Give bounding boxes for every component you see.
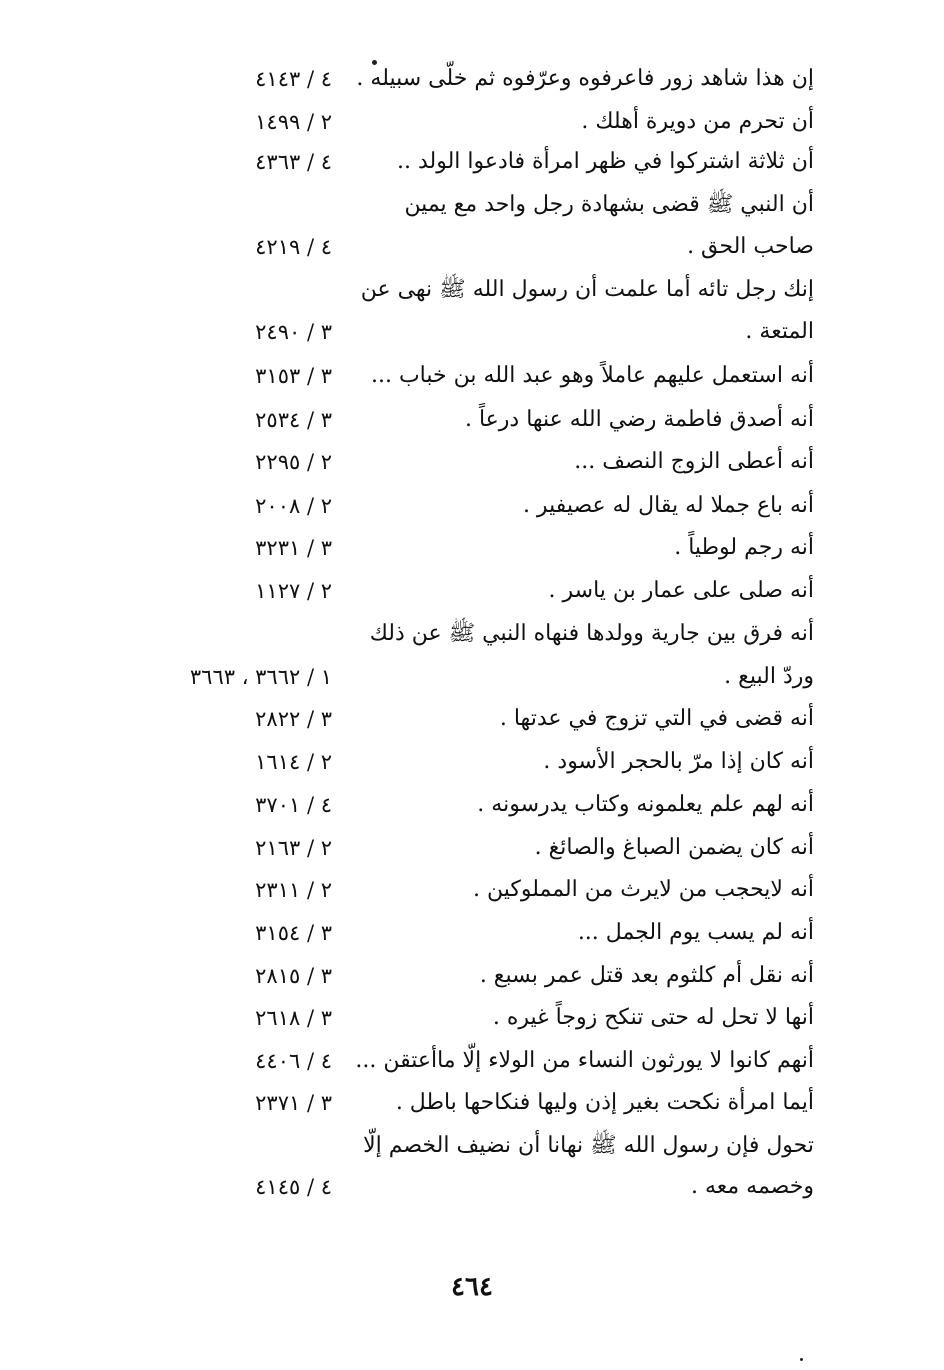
entry-text: أن ثلاثة اشتركوا في ظهر امرأة فادعوا الولد ..: [396, 149, 814, 174]
entry-reference: ٣ / ٢٦١٨: [255, 1006, 332, 1030]
index-entry: [0, 997, 944, 1039]
index-entry: [0, 1125, 944, 1167]
index-entry: [0, 1082, 944, 1124]
index-entry: [0, 570, 944, 612]
index-entry: [0, 869, 944, 911]
entry-reference: ٤ / ٣٧٠١: [255, 793, 332, 817]
entry-reference: ٢ / ١٤٩٩: [255, 110, 332, 134]
entry-text: أنه أعطى الزوج النصف ...: [574, 449, 814, 474]
entry-reference: ٤ / ٤٢١٩: [255, 235, 332, 259]
entry-reference: ٢ / ٢١٦٣: [255, 836, 332, 860]
entry-text: أنه رجم لوطياً .: [674, 535, 814, 560]
entry-text: أنه لايحجب من لايرث من المملوكين .: [473, 877, 814, 902]
entry-text: أنه فرق بين جارية وولدها فنهاه النبي ﷺ عن ذلك: [369, 621, 814, 646]
entry-text: وخصمه معه .: [691, 1174, 814, 1199]
entry-reference: ١ / ٣٦٦٢ ، ٣٦٦٣: [189, 665, 332, 689]
index-entry: [0, 912, 944, 954]
entry-text: أنه قضى في التي تزوج في عدتها .: [499, 706, 814, 731]
entry-text: صاحب الحق .: [687, 234, 814, 259]
entry-text: أن النبي ﷺ قضى بشهادة رجل واحد مع يمين: [404, 192, 814, 217]
entry-reference: ٣ / ٣١٥٤: [255, 921, 332, 945]
entry-reference: ٢ / ٢٠٠٨: [255, 494, 332, 518]
index-entry: [0, 441, 944, 483]
entry-reference: ٤ / ٤٤٠٦: [255, 1049, 332, 1073]
entry-reference: ٤ / ٤١٤٥: [255, 1175, 332, 1199]
entry-text: المتعة .: [745, 319, 814, 344]
index-entry: [0, 226, 944, 268]
entry-text: أنهم كانوا لا يورثون النساء من الولاء إلّا ماأعتقن ...: [355, 1048, 814, 1073]
entry-reference: ٢ / ٢٣١١: [255, 878, 332, 902]
index-entry: [0, 1040, 944, 1082]
index-entry: [0, 141, 944, 183]
index-entry: [0, 698, 944, 740]
index-entry: [0, 527, 944, 569]
entry-text: أنه أصدق فاطمة رضي الله عنها درعاً .: [464, 407, 814, 432]
entry-text: أنه باع جملا له يقال له عصيفير .: [522, 493, 814, 518]
entry-reference: ٤ / ٤١٤٣: [255, 67, 332, 91]
entry-reference: ٣ / ٢٤٩٠: [255, 320, 332, 344]
index-entry: [0, 955, 944, 997]
index-entry: [0, 311, 944, 353]
index-entry: [0, 656, 944, 698]
scan-speck: [800, 1358, 803, 1361]
entry-text: تحول فإن رسول الله ﷺ نهانا أن نضيف الخصم إلّا: [363, 1133, 814, 1158]
entry-text: أنه كان إذا مرّ بالحجر الأسود .: [543, 749, 814, 774]
entry-text: أنها لا تحل له حتى تنكح زوجاً غيره .: [492, 1005, 814, 1030]
index-entry: [0, 184, 944, 226]
entry-text: أنه كان يضمن الصباغ والصائغ .: [534, 835, 814, 860]
entry-text: أنه لم يسب يوم الجمل ...: [577, 920, 814, 945]
entry-text: أنه صلى على عمار بن ياسر .: [548, 578, 814, 603]
entry-reference: ٣ / ٢٣٧١: [255, 1091, 332, 1115]
entry-reference: ٢ / ١٦١٤: [255, 750, 332, 774]
entry-text: أيما امرأة نكحت بغير إذن وليها فنكاحها باطل .: [395, 1090, 814, 1115]
scan-speck: [372, 60, 377, 65]
entry-text: إن هذا شاهد زور فاعرفوه وعرّفوه ثم خلّى سبيله .: [356, 66, 814, 91]
index-entry: [0, 485, 944, 527]
entry-reference: ٣ / ٢٥٣٤: [255, 408, 332, 432]
index-entry: [0, 1166, 944, 1208]
index-entry: [0, 269, 944, 311]
index-entry: [0, 399, 944, 441]
entry-reference: ٣ / ٣١٥٣: [255, 364, 332, 388]
entry-reference: ٣ / ٢٨١٥: [255, 964, 332, 988]
entry-text: أنه استعمل عليهم عاملاً وهو عبد الله بن خباب ...: [370, 363, 814, 388]
index-entry: [0, 355, 944, 397]
index-entry: [0, 613, 944, 655]
entry-reference: ٢ / ٢٢٩٥: [255, 450, 332, 474]
page-number: ٤٦٤: [451, 1272, 493, 1302]
index-entry: [0, 784, 944, 826]
entry-text: وردّ البيع .: [724, 664, 814, 689]
entry-reference: ٣ / ٢٨٢٢: [255, 707, 332, 731]
index-entry: [0, 827, 944, 869]
entry-reference: ٤ / ٤٣٦٣: [255, 150, 332, 174]
entry-text: أنه نقل أم كلثوم بعد قتل عمر بسبع .: [479, 963, 814, 988]
entry-reference: ٣ / ٣٢٣١: [255, 536, 332, 560]
index-entry: [0, 741, 944, 783]
index-entry: [0, 101, 944, 143]
entry-reference: ٢ / ١١٢٧: [255, 579, 332, 603]
entry-text: أنه لهم علم يعلمونه وكتاب يدرسونه .: [477, 792, 814, 817]
index-entry: [0, 58, 944, 100]
entry-text: إنك رجل تائه أما علمت أن رسول الله ﷺ نهى عن: [360, 277, 814, 302]
entry-text: أن تحرم من دويرة أهلك .: [581, 109, 814, 134]
